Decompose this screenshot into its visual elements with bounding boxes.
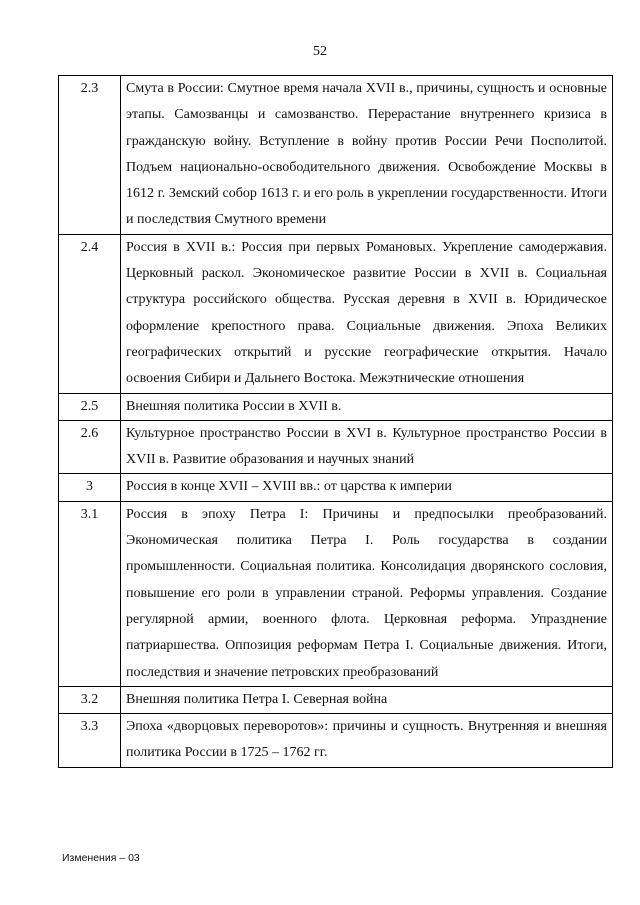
section-number: 3.3 bbox=[59, 714, 121, 768]
section-description: Внешняя политика Петра I. Северная война bbox=[121, 686, 613, 713]
footer-revision: Изменения – 03 bbox=[62, 852, 140, 864]
section-description: Россия в конце XVII – XVIII вв.: от царства к империи bbox=[121, 474, 613, 501]
section-number: 2.5 bbox=[59, 393, 121, 420]
section-number: 3.2 bbox=[59, 686, 121, 713]
section-description: Россия в эпоху Петра I: Причины и предпосылки преобразований. Экономическая политика Петра I. Роль государства в создании промышленности. Социальная политика. Консолидация дворянского сословия, повышение его роли в управлении страной. Реформы управления. Создание регулярной армии, военного флота. Церковная реформа. Упразднение патриаршества. Оппозиция реформам Петра I. Социальные движения. Итоги, последствия и значение петровских преобразований bbox=[121, 501, 613, 686]
section-description: Культурное пространство России в XVI в. Культурное пространство России в XVII в. Развитие образования и научных знаний bbox=[121, 420, 613, 474]
table-row bbox=[59, 420, 613, 474]
section-description: Россия в XVII в.: Россия при первых Романовых. Укрепление самодержавия. Церковный раскол. Экономическое развитие России в XVII в. Социальная структура российского общества. Русская деревня в XVII в. Юридическое оформление крепостного права. Социальные движения. Эпоха Великих географических открытий и русские географические открытия. Начало освоения Сибири и Дальнего Востока. Межэтнические отношения bbox=[121, 234, 613, 393]
section-description: Эпоха «дворцовых переворотов»: причины и сущность. Внутренняя и внешняя политика России в 1725 – 1762 гг. bbox=[121, 714, 613, 768]
section-number: 2.3 bbox=[59, 76, 121, 235]
table-row bbox=[59, 393, 613, 420]
table-row bbox=[59, 686, 613, 713]
section-number: 2.4 bbox=[59, 234, 121, 393]
page-number: 52 bbox=[313, 44, 327, 59]
section-number: 3.1 bbox=[59, 501, 121, 686]
table-row bbox=[59, 501, 613, 686]
section-description: Внешняя политика России в XVII в. bbox=[121, 393, 613, 420]
table-row bbox=[59, 234, 613, 393]
section-description: Смута в России: Смутное время начала XVII в., причины, сущность и основные этапы. Самозванцы и самозванство. Перерастание внутреннего кризиса в гражданскую войну. Вступление в войну против России Речи Посполитой. Подъем национально-освободительного движения. Освобождение Москвы в 1612 г. Земский собор 1613 г. и его роль в укреплении государственности. Итоги и последствия Смутного времени bbox=[121, 76, 613, 235]
section-number: 3 bbox=[59, 474, 121, 501]
syllabus-table bbox=[58, 75, 613, 768]
table-row bbox=[59, 76, 613, 235]
section-number: 2.6 bbox=[59, 420, 121, 474]
table-row bbox=[59, 474, 613, 501]
table-row bbox=[59, 714, 613, 768]
